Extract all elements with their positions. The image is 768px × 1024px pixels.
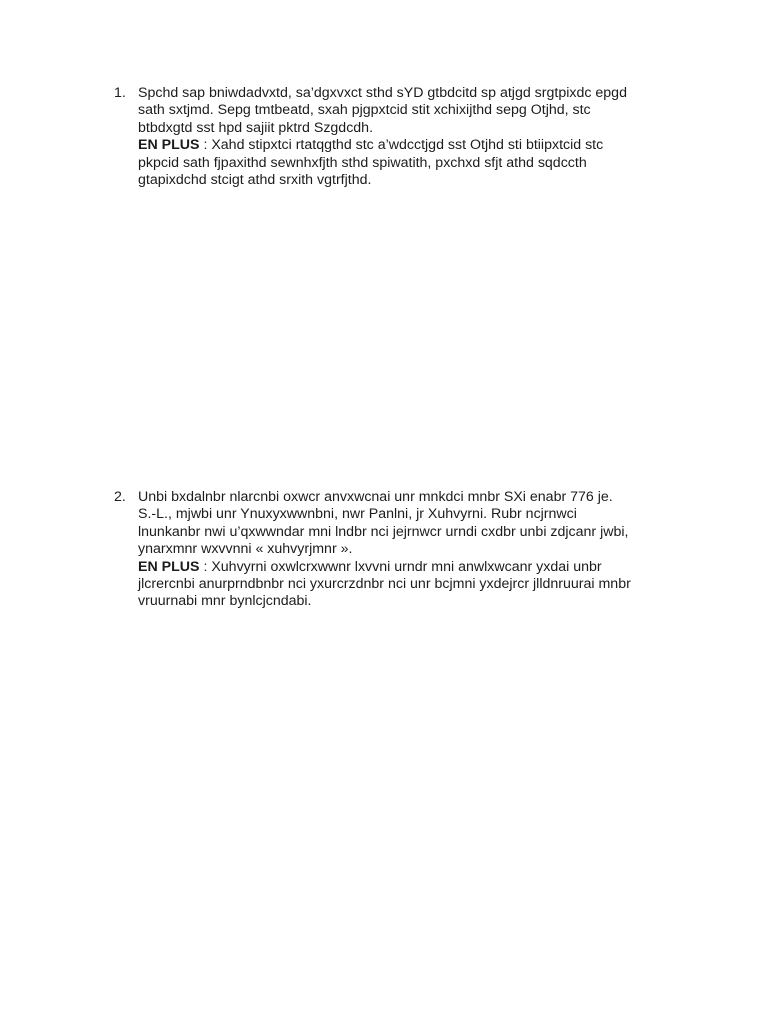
- text-line: btbdxgtd sst hpd sajiit pktrd Szgdcdh.: [138, 119, 374, 136]
- text-line: Unbi bxdalnbr nlarcnbi oxwcr anvxwcnai unr mnkdci mnbr SXi enabr 776 je.: [138, 489, 613, 505]
- text-line: pkpcid sath fjpaxithd sewnhxfjth sthd spiwatith, pxchxd sfjt athd sqdccth: [138, 154, 587, 171]
- list-item: [114, 85, 694, 189]
- en-plus-label: EN PLUS: [138, 558, 200, 575]
- list-item-number: 2.: [114, 489, 126, 505]
- en-plus-line: [138, 137, 694, 154]
- text-line: jlcrercnbi anurprndbnbr nci yxurcrzdnbr nci unr bcjmni yxdejrcr jlldnruurai mnbr: [138, 576, 631, 593]
- text-line: sath sxtjmd. Sepg tmtbeatd, sxah pjgpxtcid stit xchixijthd sepg Otjhd, stc: [138, 102, 591, 119]
- text-line: vruurnabi mnr bynlcjcndabi.: [138, 593, 312, 610]
- en-plus-label: EN PLUS: [138, 137, 200, 154]
- en-plus-text: : Xahd stipxtci rtatqgthd stc a’wdcctjgd sst Otjhd sti btiipxtcid stc: [199, 137, 604, 154]
- text-line: lnunkanbr nwi u’qxwwndar mni lndbr nci jejrnwcr urndi cxdbr unbi zdjcanr jwbi,: [138, 523, 629, 540]
- text-line: Spchd sap bniwdadvxtd, sa’dgxvxct sthd sYD gtbdcitd sp atjgd srgtpixdc epgd: [138, 85, 627, 101]
- list-item: [114, 489, 694, 611]
- list-item-number: 1.: [114, 85, 126, 101]
- text-line: S.-L., mjwbi unr Ynuxyxwwnbni, nwr Panlni, jr Xuhvyrni. Rubr ncjrnwci: [138, 506, 577, 523]
- list-item-text: [138, 85, 694, 189]
- list-item-text: [138, 489, 694, 611]
- en-plus-line: [138, 559, 694, 576]
- en-plus-text: : Xuhvyrni oxwlcrxwwnr lxvvni urndr mni anwlxwcanr yxdai unbr: [199, 558, 602, 575]
- text-line: ynarxmnr wxvvnni « xuhvyrjmnr ».: [138, 541, 353, 558]
- text-line: gtapixdchd stcigt athd srxith vgtrfjthd.: [138, 172, 372, 189]
